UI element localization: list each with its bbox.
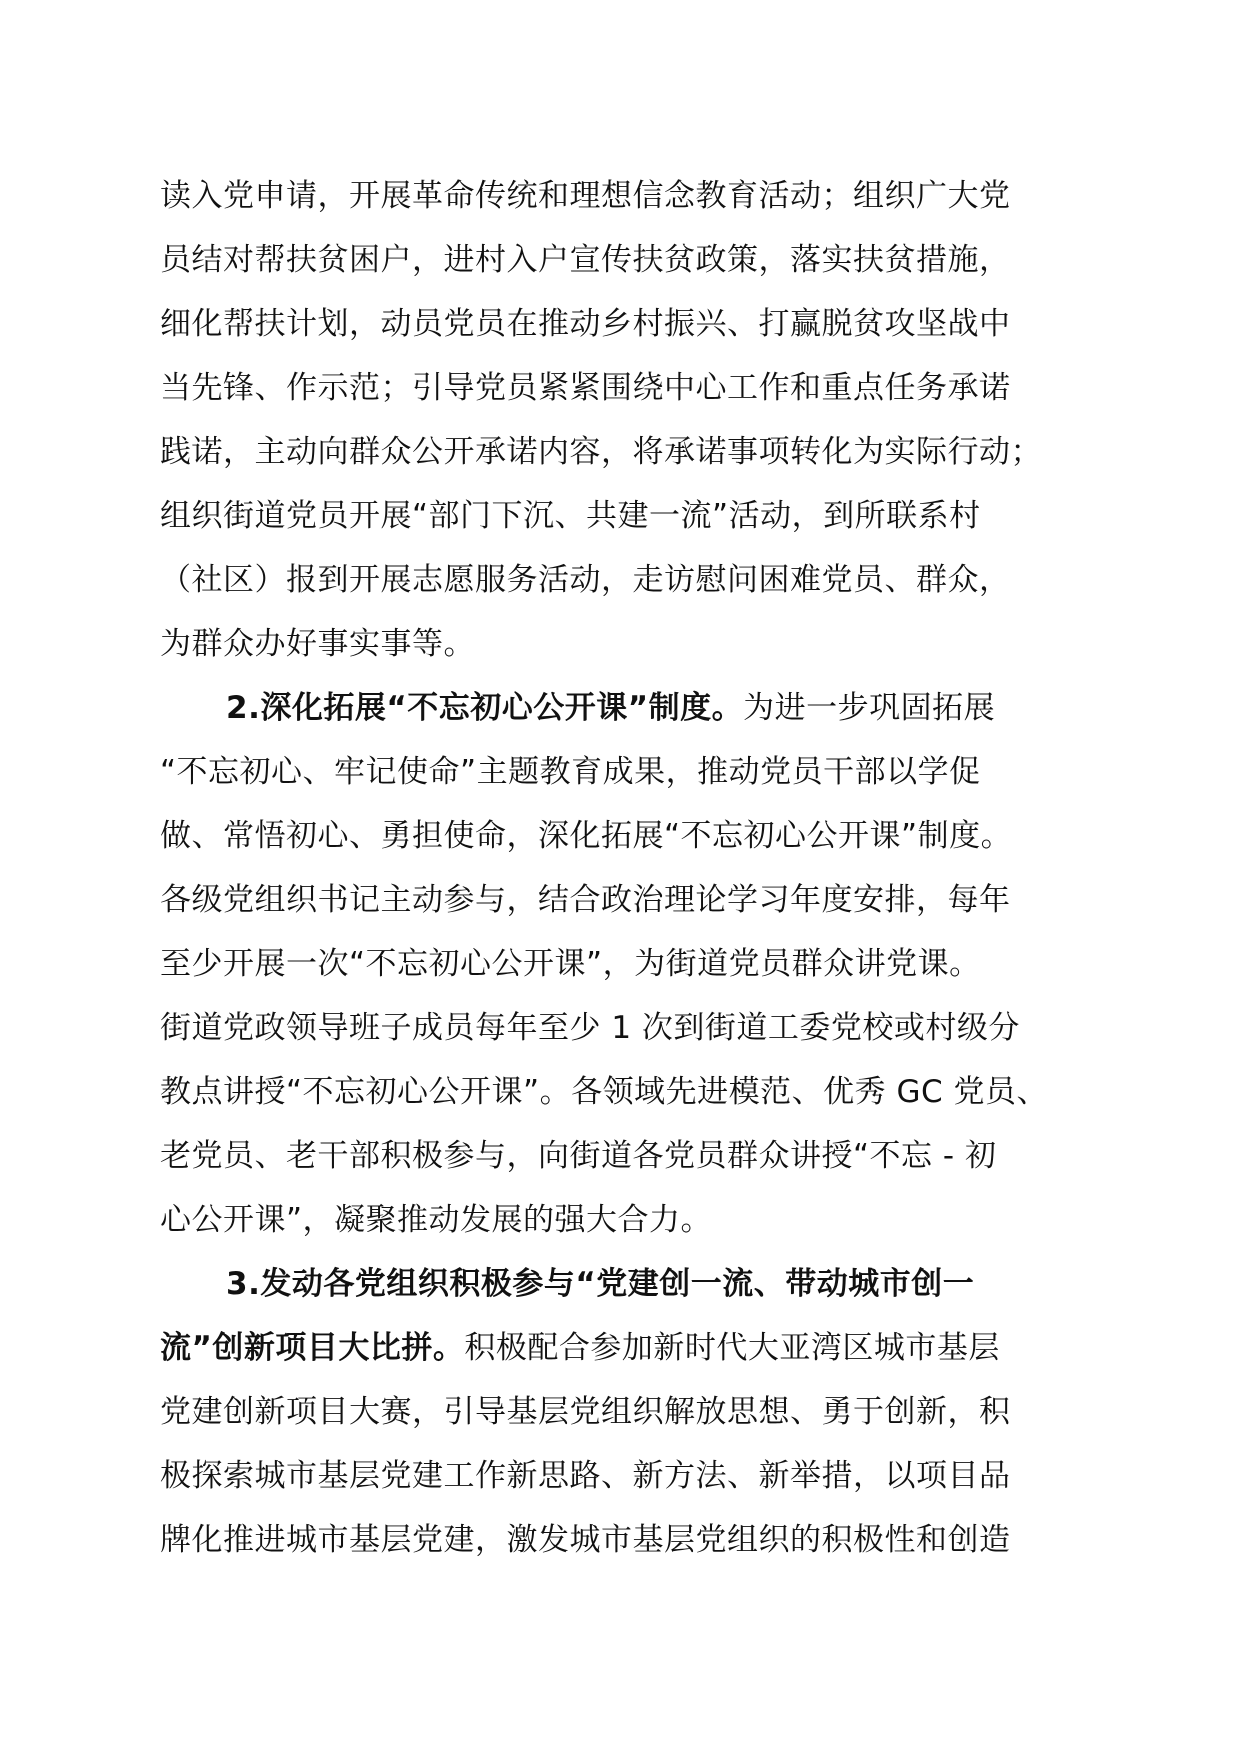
paragraph-3-line: 党建创新项目大赛，引导基层党组织解放思想、勇于创新，积 [160, 1394, 1011, 1430]
paragraph-1-line: 细化帮扶计划，动员党员在推动乡村振兴、打赢脱贫攻坚战中 [160, 306, 1011, 342]
paragraph-3-heading-line-1: 3.发动各党组织积极参与“党建创一流、带动城市创一 [226, 1266, 975, 1302]
paragraph-2-line: “不忘初心、牢记使命”主题教育成果，推动党员干部以学促 [160, 754, 981, 790]
paragraph-1-line: 当先锋、作示范；引导党员紧紧围绕中心工作和重点任务承诺 [160, 370, 1011, 406]
paragraph-1-line: 员结对帮扶贫困户，进村入户宣传扶贫政策，落实扶贫措施， [160, 242, 1011, 278]
paragraph-3-line: 极探索城市基层党建工作新思路、新方法、新举措，以项目品 [160, 1458, 1011, 1494]
paragraph-2-line: 教点讲授“不忘初心公开课”。各领域先进模范、优秀 GC 党员、 [160, 1074, 1048, 1110]
paragraph-2-line: 老党员、老干部积极参与，向街道各党员群众讲授“不忘 - 初 [160, 1138, 997, 1174]
paragraph-2-line: 做、常悟初心、勇担使命，深化拓展“不忘初心公开课”制度。 [160, 818, 1013, 854]
paragraph-2-first-line-text: 为进一步巩固拓展 [743, 690, 996, 726]
paragraph-3-heading-line-2: 流”创新项目大比拼。 [160, 1330, 465, 1366]
paragraph-1-line: 读入党申请，开展革命传统和理想信念教育活动；组织广大党 [160, 178, 1011, 214]
paragraph-2-line: 街道党政领导班子成员每年至少 1 次到街道工委党校或村级分 [160, 1010, 1020, 1046]
paragraph-2-line: 心公开课”，凝聚推动发展的强大合力。 [160, 1202, 713, 1238]
paragraph-1-line: 践诺，主动向群众公开承诺内容，将承诺事项转化为实际行动； [160, 434, 1042, 470]
paragraph-2-line: 各级党组织书记主动参与，结合政治理论学习年度安排，每年 [160, 882, 1011, 918]
paragraph-3-line: 牌化推进城市基层党建，激发城市基层党组织的积极性和创造 [160, 1522, 1011, 1558]
paragraph-2-first-line [226, 676, 995, 740]
paragraph-1-line: 为群众办好事实事等。 [160, 626, 475, 662]
paragraph-1-line: （社区）报到开展志愿服务活动，走访慰问困难党员、群众， [160, 562, 1011, 598]
paragraph-3-second-line-text: 积极配合参加新时代大亚湾区城市基层 [464, 1330, 1000, 1366]
paragraph-1-line: 组织街道党员开展“部门下沉、共建一流”活动，到所联系村 [160, 498, 981, 534]
paragraph-3-second-line [160, 1316, 1000, 1380]
paragraph-2-line: 至少开展一次“不忘初心公开课”，为街道党员群众讲党课。 [160, 946, 981, 982]
paragraph-2-heading: 2.深化拓展“不忘初心公开课”制度。 [226, 690, 744, 726]
